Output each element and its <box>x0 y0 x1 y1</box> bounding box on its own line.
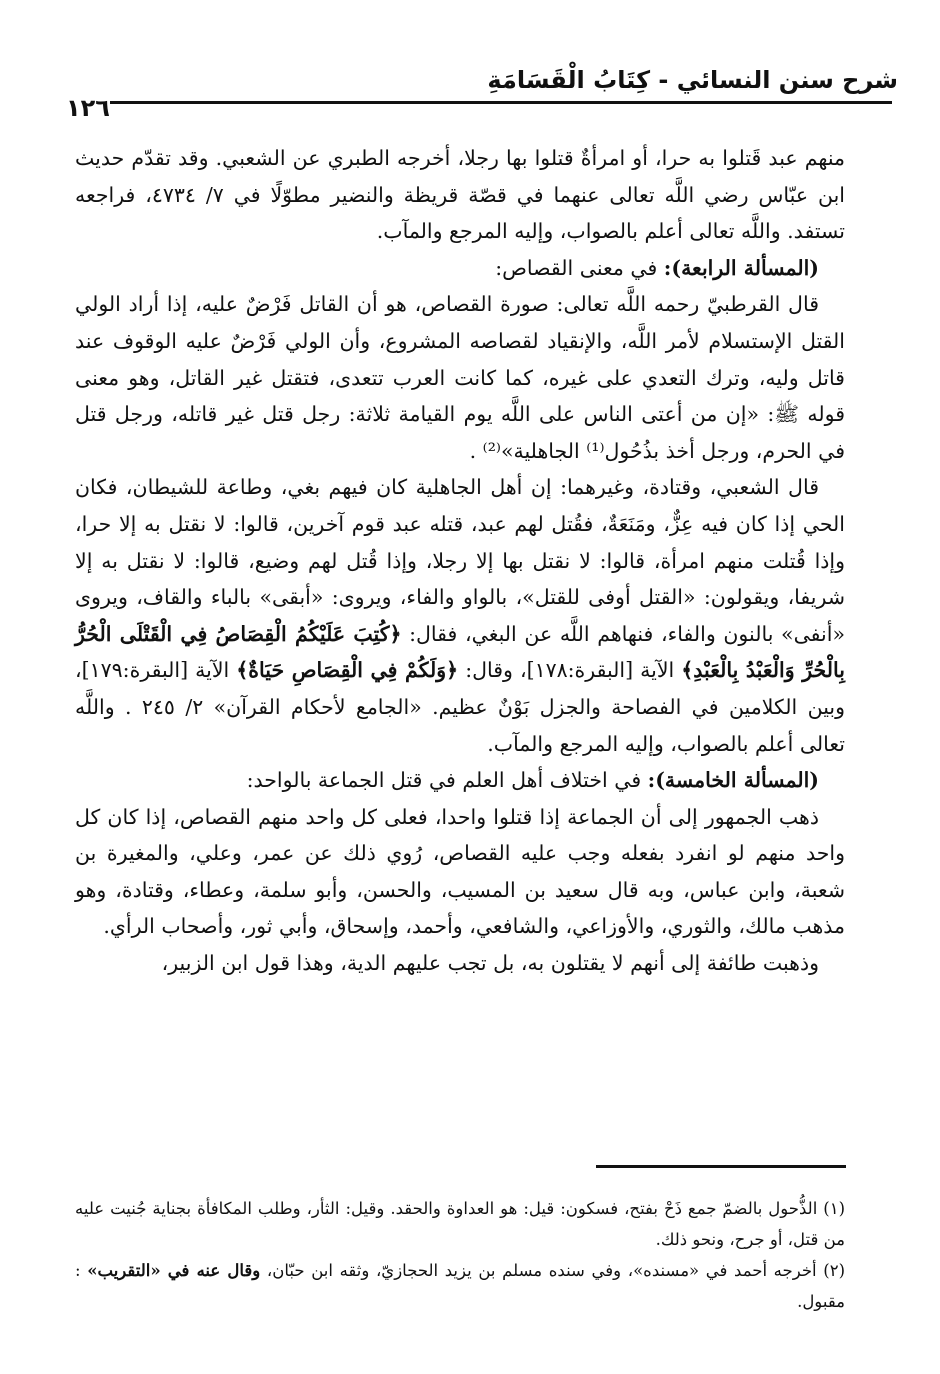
paragraph: وذهبت طائفة إلى أنهم لا يقتلون به، بل تجب عليهم الدية، وهذا قول ابن الزبير، <box>161 951 819 976</box>
section-heading-text: في معنى القصاص: <box>495 255 664 280</box>
running-title: شرح سنن النسائي - كِتَابُ الْقَسَامَةِ <box>487 66 898 94</box>
footnote-text: (٢) أخرجه أحمد في «مسنده»، وفي سنده مسلم بن يزيد الحجازيّ، وثقه ابن حبّان، <box>260 1261 845 1280</box>
paragraph <box>75 469 845 762</box>
footnote-text: : مقبول. <box>75 1261 845 1311</box>
page-header <box>60 62 906 122</box>
paragraph-text: قال الشعبي، وقتادة، وغيرهما: إن أهل الجاهلية كان فيهم بغي، وطاعة للشيطان، فكان الحي إذا كان فيه عِزٌّ، ومَنَعَةٌ، فقُتل لهم عبد، قتله عبد قوم آخرين، قالوا: لا نقتل به إلا حرا، وإذا قُتلت منهم امرأة، قالوا: لا نقتل بها إلا رجلا، وإذا قُتل لهم وضيع، قالوا: لا نقتل به إلا شريفا، ويقولون: «القتل أوفى للقتل»، بالواو والفاء، ويروى: «أبقى» بالباء والقاف، ويروى «أنفى» بالنون والفاء، فنهاهم اللَّه عن البغي، فقال: <box>75 475 845 646</box>
quran-verse: ﴿كُتِبَ عَلَيْكُمُ الْقِصَاصُ فِي الْقَتْلَى الْحُرُّ بِالْحُرِّ وَالْعَبْدُ بِالْعَبْدِ﴾ <box>75 621 845 683</box>
page-number: ١٢٦ <box>66 94 110 122</box>
main-text <box>75 140 845 982</box>
footnotes <box>75 1193 845 1317</box>
footnote: (١) الذُّحول بالضمّ جمع ذَحْ بفتح، فسكون: قيل: هو العداوة والحقد. وقيل: الثأر، وطلب المكافأة بجناية جُنيت عليه من قتل، أو جرح، ونحو ذلك. <box>75 1199 845 1249</box>
footnote-text: وقال عنه في «التقريب» <box>87 1261 261 1280</box>
footnote-rule <box>596 1165 846 1168</box>
paragraph-text: الآية [البقرة:١٧٨]، وقال: <box>458 658 682 683</box>
section-heading-label: (المسألة الرابعة): <box>663 255 819 280</box>
paragraph: ذهب الجمهور إلى أن الجماعة إذا قتلوا واحدا، فعلى كل واحد منهم القصاص، إذا كان كل واحد منهم لو انفرد بفعله وجب عليه القصاص، رُوي ذلك عن عمر، وعلي، والمغيرة بن شعبة، وابن عباس، وبه قال سعيد بن المسيب، والحسن، وأبو سلمة، وعطاء، وقتادة، وهو مذهب مالك، والثوري، والأوزاعي، والشافعي، وأحمد، وإسحاق، وأبي ثور، وأصحاب الرأي. <box>75 804 845 939</box>
section-heading <box>75 250 845 287</box>
paragraph-text: الآية [البقرة:١٧٩]، وبين الكلامين في الفصاحة والجزل بَوْنٌ عظيم. «الجامع لأحكام القرآن» ٢/ ٢٤٥ . واللَّه تعالى أعلم بالصواب، وإليه المرجع والمآب. <box>75 658 845 756</box>
paragraph: منهم عبد قَتلوا به حرا، أو امرأةٌ قتلوا بها رجلا، أخرجه الطبري عن الشعبي. وقد تقدّم حديث ابن عبّاس رضي اللَّه تعالى عنهما في قصّة قريظة والنضير مطوّلًا في ٧/ ٤٧٣٤، فراجعه تستفد. واللَّه تعالى أعلم بالصواب، وإليه المرجع والمآب. <box>75 146 845 244</box>
section-heading <box>75 762 845 799</box>
section-heading-text: في اختلاف أهل العلم في قتل الجماعة بالواحد: <box>246 768 648 793</box>
section-heading-label: (المسألة الخامسة): <box>647 768 819 793</box>
footnote <box>75 1255 845 1317</box>
header-rule <box>110 101 892 104</box>
quran-verse: ﴿وَلَكُمْ فِي الْقِصَاصِ حَيَاةٌ﴾ <box>236 658 459 683</box>
paragraph: قال القرطبيّ رحمه اللَّه تعالى: صورة القصاص، هو أن القاتل فَرْضٌ عليه، إذا أراد الولي القتل الإستسلام لأمر اللَّه، والإنقياد لقصاصه المشروع، وأن الولي فَرْضٌ عليه الوقوف عند قاتل وليه، وترك التعدي على غيره، كما كانت العرب تتعدى، فتقتل غير القاتل، وهو معنى قوله ﷺ: «إن من أعتى الناس على اللَّه يوم القيامة ثلاثة: رجل قتل غير قاتله، ورجل قتل في الحرم، ورجل أخذ بذُحُول⁽¹⁾ الجاهلية»⁽²⁾ . <box>75 292 845 463</box>
